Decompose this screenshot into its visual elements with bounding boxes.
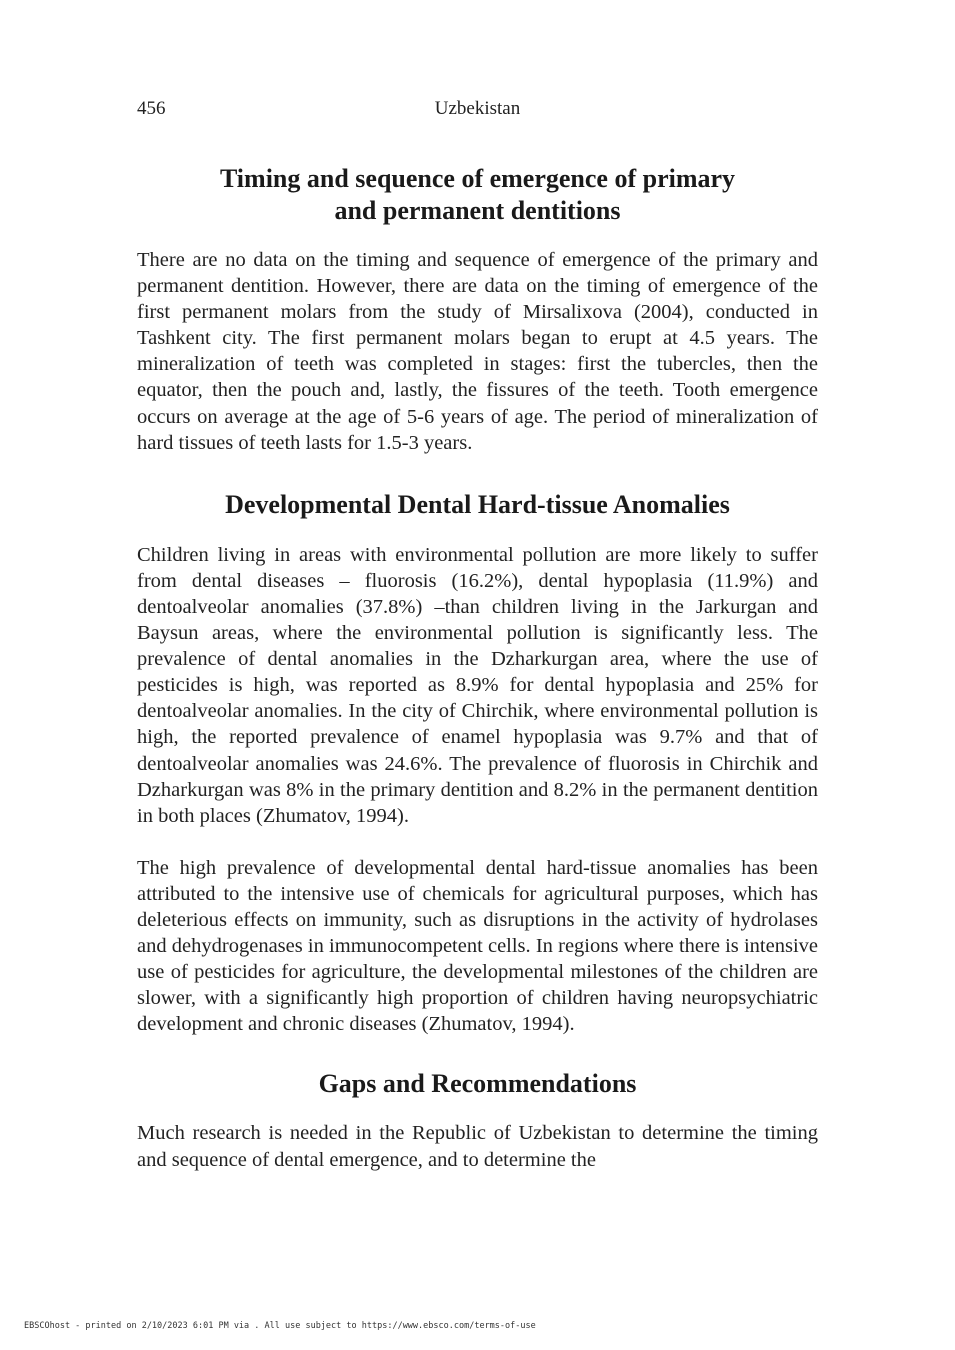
section-heading-gaps: Gaps and Recommendations: [318, 1069, 637, 1099]
running-head: [137, 96, 818, 122]
page: [137, 96, 818, 1173]
section-heading-anomalies: Developmental Dental Hard-tissue Anomalies: [225, 489, 730, 519]
running-title: Uzbekistan: [434, 98, 521, 119]
ebsco-footer: EBSCOhost - printed on 2/10/2023 6:01 PM via . All use subject to https://www.ebsco.com/terms-of-use: [24, 1321, 536, 1331]
paragraph: The high prevalence of developmental dental hard-tissue anomalies has been attributed to the intensive use of chemicals for agricultural purposes, which has deleterious effects on immunity, such as disruptions in the activity of hydrolases and dehydrogenases in immunocompetent cells. In regions where there is intensive use of pesticides for agriculture, the developmental milestones of the children are slower, with a significantly high proportion of children having neuropsychiatric development and chronic diseases (Zhumatov, 1994).: [137, 856, 818, 1036]
page-number: 456: [137, 98, 166, 119]
paragraph: There are no data on the timing and sequence of emergence of the primary and permanent dentition. However, there are data on the timing of emergence of the first permanent molars from the study of Mirsalixova (2004), conducted in Tashkent city. The first permanent molars began to erupt at 4.5 years. The mineralization of teeth was completed in stages: first the tubercles, then the equator, then the pouch and, lastly, the fissures of the teeth. Tooth emergence occurs on average at the age of 5-6 years of age. The period of mineralization of hard tissues of teeth lasts for 1.5-3 years.: [137, 249, 818, 454]
paragraph: Much research is needed in the Republic of Uzbekistan to determine the timing and sequence of dental emergence, and to determine the: [137, 1122, 818, 1171]
heading-line: Timing and sequence of emergence of primary: [219, 164, 736, 193]
section-heading-emergence: [137, 163, 818, 227]
heading-line: and permanent dentitions: [334, 196, 621, 225]
paragraph: Children living in areas with environmental pollution are more likely to suffer from dental diseases – fluorosis (16.2%), dental hypoplasia (11.9%) and dentoalveolar anomalies (37.8%) –than children living in the Jarkurgan and Baysun areas, where the environmental pollution is significantly less. The prevalence of dental anomalies in the Dzharkurgan area, where the use of pesticides is high, was reported as 8.9% for dental hypoplasia and 25% for dentoalveolar anomalies. In the city of Chirchik, where environmental pollution is high, the reported prevalence of enamel hypoplasia was 9.7% and that of dentoalveolar anomalies was 24.6%. The prevalence of fluorosis in Chirchik and Dzharkurgan was 8% in the primary dentition and 8.2% in the permanent dentition in both places (Zhumatov, 1994).: [137, 543, 818, 827]
